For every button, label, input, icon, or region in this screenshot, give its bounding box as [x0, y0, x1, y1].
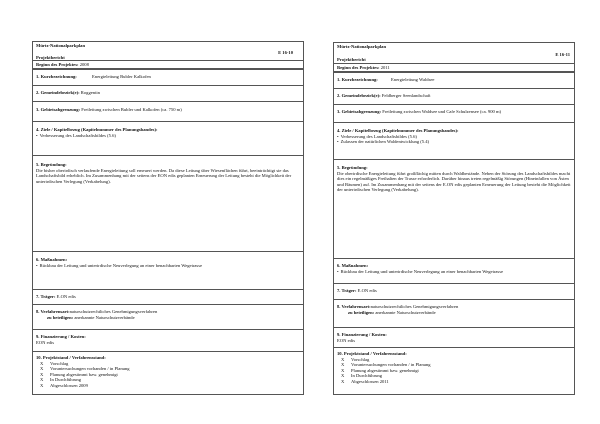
project-start-label: Beginn des Projektes:: [337, 65, 380, 70]
sponsor-value: E.ON edis: [357, 288, 377, 293]
project-start-label: Beginn des Projektes:: [36, 62, 79, 67]
project-sheet-e16-11: [333, 42, 575, 395]
section-area: [334, 105, 574, 123]
status-mark: X: [40, 371, 44, 377]
status-mark: X: [40, 377, 44, 383]
status-text: Voruntersuchungen vorhanden / in Planung: [351, 362, 431, 368]
goal-item: • Zulassen der natürlichen Waldentwicklung (5.4): [337, 139, 571, 145]
sponsor-value: E.ON edis: [56, 294, 76, 299]
goal-item: • Verbesserung des Landschaftsbildes (5.6): [36, 133, 300, 139]
procedure-value: naturschutzrechtliches Genehmigungsverfahren: [370, 304, 459, 309]
participants-value: anerkannte Naturschutzverbände: [375, 309, 436, 315]
goal-item: • Verbesserung des Landschaftsbildes (5.6): [337, 134, 571, 140]
measure-item: • Rückbau der Leitung und unterirdische Neuverlegung an einer benachbarten Wegetrasse: [36, 263, 300, 269]
sheet-header: [33, 42, 303, 61]
section-justification: [334, 160, 574, 259]
status-mark: X: [341, 367, 345, 373]
status-mark: X: [341, 373, 345, 379]
status-text: Voruntersuchungen vorhanden / in Planung: [50, 366, 130, 372]
municipality-value: Roggentin: [80, 90, 100, 95]
area-value: Freileitung zwischen Waldsee und Cafe Schulzensee (ca. 900 m): [382, 109, 502, 114]
section-procedure: [334, 300, 574, 328]
justification-label: 5. Begründung:: [36, 162, 67, 167]
plan-title: Mürtz-Nationalparkplan: [36, 43, 86, 48]
project-start: [334, 64, 574, 73]
justification-text: Die bisher oberirdisch verlaufende Energieleitung soll erneuert werden. Da diese Leitung über Wiesenflächen führt, beeinträchtigt sie das Landschaftsbild erheblich. Im Zusammenhang mit der seitens der EON edis geplanten Erneuerung der Leitung besteht die Möglichkeit der unterirdischen Verlegung (Verkabelung).: [36, 167, 292, 184]
section-goals: [334, 123, 574, 160]
participants-label: zu beteiligen:: [348, 309, 375, 315]
status-text: Planung abgestimmt bzw. genehmigt: [351, 367, 419, 373]
justification-label: 5. Begründung:: [337, 165, 368, 170]
status-text: Vorschlag: [351, 356, 370, 362]
section-procedure: [33, 305, 303, 330]
project-code: E 16-10: [278, 50, 293, 55]
status-mark: X: [40, 366, 44, 372]
procedure-label: 8. Verfahrensart:: [36, 309, 70, 314]
section-funding: [334, 328, 574, 348]
section-funding: [33, 330, 303, 352]
short-name-value: Energieleitung Waldsee: [391, 77, 435, 82]
project-start-value: 2008: [79, 62, 89, 67]
area-value: Freileitung zwischen Bubler und Kalkofen (ca. 750 m): [81, 107, 182, 112]
procedure-label: 8. Verfahrensart:: [337, 304, 371, 309]
short-name-value: Energieleitung Bubler Kalkofen: [92, 74, 151, 79]
status-label: 10. Projektstand / Verfahrensstand:: [36, 355, 106, 360]
status-mark: X: [40, 382, 44, 388]
section-sponsor: [33, 290, 303, 305]
status-text: Vorschlag: [50, 360, 69, 366]
measure-item: • Rückbau der Leitung und unterirdische Neuverlegung an einer benachbarten Wegetrasse: [337, 269, 571, 275]
status-text: Planung abgestimmt bzw. genehmigt: [50, 371, 118, 377]
municipality-label: 2. Gemeindebezirk(e):: [36, 90, 80, 95]
status-mark: X: [341, 362, 345, 368]
project-sheet-e16-10: [32, 41, 304, 395]
status-mark: X: [341, 356, 345, 362]
section-status: [334, 348, 574, 394]
project-code: E 16-11: [555, 52, 570, 57]
project-start-value: 2011: [380, 65, 390, 70]
section-measures: [334, 259, 574, 284]
status-text: Abgeschlossen 2009: [50, 382, 88, 388]
section-sponsor: [334, 284, 574, 300]
status-text: Abgeschlossen 2011: [351, 378, 389, 384]
status-text: In Durchführung: [351, 373, 382, 379]
status-mark: X: [40, 360, 44, 366]
funding-label: 9. Finanzierung / Kosten:: [337, 332, 387, 337]
status-item: [36, 383, 300, 389]
status-item: [337, 379, 571, 385]
funding-label: 9. Finanzierung / Kosten:: [36, 334, 86, 339]
sheet-header: [334, 43, 574, 64]
section-short-name: [334, 73, 574, 89]
section-short-name: [33, 70, 303, 86]
project-start: [33, 61, 303, 70]
section-justification: [33, 156, 303, 252]
justification-text: Die oberirdische Energieleitung führt großflächig mitten durch Waldbestände. Neben der Störung des Landschaftsbildes macht dies ein regelmäßiges Freihalten der Trasse erforderlich. Darüber hinaus treten regelmäßig Störungen (Hineinfallen von Ästen und Bäumen) auf. Im Zusammenhang mit der seitens der E.ON edis geplanten Erneuerung der Leitung besteht die Möglichkeit der unterirdischen Verlegung (Verkabelung).: [337, 170, 571, 193]
report-type: Projektbericht: [36, 54, 65, 60]
status-label: 10. Projektstand / Verfahrensstand:: [337, 351, 407, 356]
funding-value: EON edis: [337, 337, 355, 343]
status-text: In Durchführung: [50, 377, 81, 383]
goals-label: 4. Ziele / Kapitelbezug (Kapitelnummer des Planungsbandes):: [337, 128, 459, 133]
measures-label: 6. Maßnahmen:: [337, 263, 369, 268]
short-name-label: 1. Kurzbezeichnung:: [337, 77, 378, 82]
sponsor-label: 7. Träger:: [36, 294, 56, 299]
sponsor-label: 7. Träger:: [337, 288, 357, 293]
goals-label: 4. Ziele / Kapitelbezug (Kapitelnummer des Planungsbandes):: [36, 127, 158, 132]
funding-value: EON edis: [36, 339, 54, 345]
section-area: [33, 102, 303, 122]
participants-label: zu beteiligen:: [47, 314, 74, 320]
short-name-label: 1. Kurzbezeichnung:: [36, 74, 77, 79]
measures-label: 6. Maßnahmen:: [36, 257, 68, 262]
section-municipality: [33, 86, 303, 102]
section-measures: [33, 252, 303, 290]
area-label: 3. Gebietsabgrenzung:: [36, 107, 81, 112]
section-goals: [33, 122, 303, 156]
report-type: Projektbericht: [337, 56, 366, 62]
section-status: [33, 352, 303, 394]
plan-title: Mürtz-Nationalparkplan: [337, 44, 387, 49]
section-municipality: [334, 89, 574, 105]
area-label: 3. Gebietsabgrenzung:: [337, 109, 382, 114]
procedure-value: naturschutzrechtliches Genehmigungsverfahren: [69, 309, 158, 314]
participants-value: anerkannte Naturschutzverbände: [74, 314, 135, 320]
municipality-value: Feldberger Seenlandschaft: [381, 93, 431, 98]
status-mark: X: [341, 378, 345, 384]
municipality-label: 2. Gemeindebezirk(e):: [337, 93, 381, 98]
